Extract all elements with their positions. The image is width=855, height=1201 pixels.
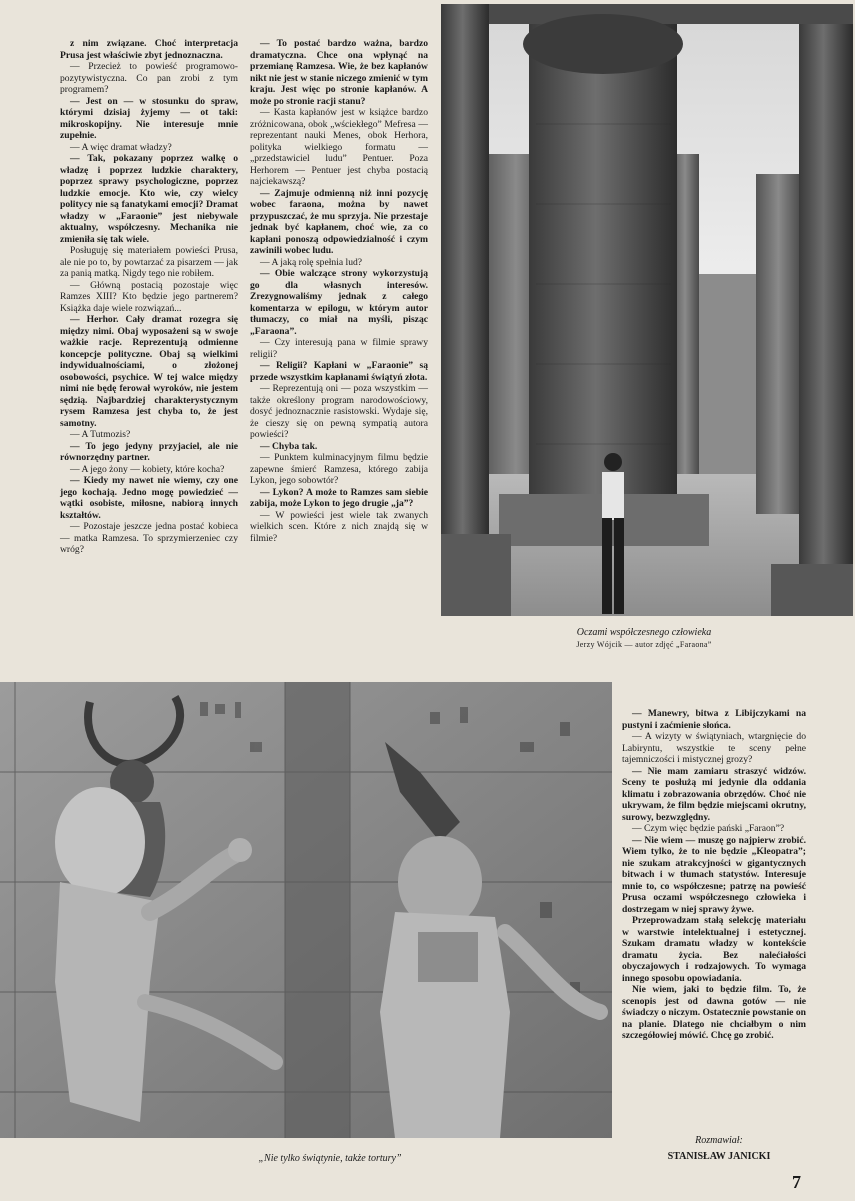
- article-paragraph: — Punktem kulminacyjnym filmu będzie zapewne śmierć Ramzesa, którego zabija Lykon, jego sobowtór?: [250, 452, 428, 486]
- article-paragraph: — W powieści jest wiele tak zwanych wielkich scen. Które z nich znajdą się w filmie?: [250, 509, 428, 544]
- article-paragraph: — Obie walczące strony wykorzystują go dla własnych interesów. Zrezygnowaliśmy jednak z całego komentarza w epilogu, w którym autor tłumaczy, co miał na myśli, pisząc „Faraona”.: [250, 268, 428, 337]
- photo-relief-carvings: [0, 682, 612, 1138]
- article-paragraph: — Kiedy my nawet nie wiemy, czy one jego kochają. Jedno mogę powiedzieć — wątki osobiste, miłosne, nabiorą innych kształtów.: [60, 475, 238, 521]
- article-paragraph: — Tak, pokazany poprzez walkę o władzę i poprzez ludzkie charaktery, poprzez sprawy psychologiczne, poprzez ludzkie emocje. Kto wie, czy wielcy politycy nie są fanatykami emocji? Dramat władzy w „Faraonie” jest niebywale aktualny, współczesny. Mechanika nie zmieniła się tak wiele.: [60, 153, 238, 245]
- article-paragraph: Posługuję się materiałem powieści Prusa, ale nie po to, by powtarzać za pisarzem — jak za panią matką. Nigdy tego nie robiłem.: [60, 245, 238, 279]
- article-paragraph: — To jego jedyny przyjaciel, ale nie równorzędny partner.: [60, 440, 238, 463]
- article-paragraph: — Zajmuje odmienną niż inni pozycję wobec faraona, można by nawet przypuszczać, że mu sprzyja. Nie przestaje jednak być kapłanem, choć wie, za co kapłani ponoszą odpowiedzialność i czym zawinili wobec ludu.: [250, 187, 428, 256]
- article-paragraph: — Jest on — w stosunku do spraw, którymi dzisiaj żyjemy — ot taki: mikroskopijny. Nie interesuje mnie zupełnie.: [60, 95, 238, 141]
- article-paragraph: — Pozostaje jeszcze jedna postać kobieca — matka Ramzesa. To sprzymierzeniec czy wróg?: [60, 521, 238, 555]
- article-paragraph: — Herhor. Cały dramat rozegra się między nimi. Obaj wyposażeni są w swoje ważkie racje. Reprezentują odmienne koncepcje polityczne. Obaj są wielkimi indywidualnościami, o złożonej osobowości, psychice. W tej walce między nimi nie będę ferował wyroków, nie jestem sędzią. Najbardziej charakterystycznym rysem Ramzesa jest chyba to, że jest samotny.: [60, 314, 238, 429]
- article-paragraph: — Chyba tak.: [260, 440, 318, 452]
- article-paragraph: Nie wiem, jaki to będzie film. To, że scenopis jest od dawna gotów — nie świadczy o niczym. Ostatecznie powstanie on na planie. Dlatego nie chciałbym o nim szczegółowiej mówić. Chcę go zrobić.: [622, 984, 806, 1041]
- article-paragraph: — Czy interesują pana w filmie sprawy religii?: [250, 337, 428, 360]
- article-column-right: [622, 708, 806, 1042]
- photo-temple-columns: [441, 4, 853, 616]
- article-paragraph: — To postać bardzo ważna, bardzo dramatyczna. Chce ona wpłynąć na przemianę Ramzesa. Wie, że bez kapłanów nikt nie jest w stanie niczego zmienić w tym kraju. Jest więc po stronie kapłanów. A może po stronie racji stanu?: [250, 38, 428, 107]
- article-paragraph: — Główną postacią pozostaje więc Ramzes XIII? Kto będzie jego partnerem? Książka daje wiele rozwiązań...: [60, 279, 238, 314]
- photo-caption-top: [500, 627, 788, 651]
- caption-credit: Jerzy Wójcik — autor zdjęć „Faraona”: [576, 640, 712, 649]
- article-paragraph: — Manewry, bitwa z Libijczykami na pustyni i zaćmienie słońca.: [622, 708, 806, 731]
- signature-author: STANISŁAW JANICKI: [667, 1151, 771, 1162]
- article-paragraph: — Lykon? A może to Ramzes sam siebie zabija, może Lykon to jego drugie „ja”?: [250, 486, 428, 509]
- article-column-middle: [250, 38, 428, 544]
- article-paragraph: z nim związane. Choć interpretacja Prusa jest właściwie zbyt jednoznaczna.: [60, 38, 238, 61]
- signature-label: Rozmawiał:: [695, 1135, 743, 1146]
- article-paragraph: — Nie wiem — muszę go najpierw zrobić. Wiem tylko, że to nie będzie „Kleopatra”; nie szukam atrakcyjności w gigantycznych bitwach i w tłumach statystów. Interesuje mnie to, co współczesne; patrzę na powieść Prusa oczami współczesnego człowieka i dostrzegam w niej sprawy żywe.: [622, 834, 806, 915]
- article-paragraph: — A wizyty w świątyniach, wtargnięcie do Labiryntu, wszystkie te sceny pełne tajemniczości i mistycznej grozy?: [622, 731, 806, 765]
- article-paragraph: — Reprezentują oni — poza wszystkim — także określony program narodowościowy, dosyć jednoznacznie rasistowski. Wydaje się, że cieszy się on pewną sympatią autora powieści?: [250, 383, 428, 440]
- caption-title: Oczami współczesnego człowieka: [576, 627, 712, 638]
- article-paragraph: — A jaką rolę spełnia lud?: [260, 256, 363, 268]
- article-paragraph: — Nie mam zamiaru straszyć widzów. Sceny te posłużą mi jedynie dla oddania klimatu i zobrazowania obrzędów. Choć nie ukrywam, że film będzie miejscami okrutny, surowy, bezwzględny.: [622, 765, 806, 823]
- article-column-left: [60, 38, 238, 556]
- page-number: 7: [792, 1172, 801, 1192]
- article-paragraph: — Religii? Kapłani w „Faraonie” są przede wszystkim kapłanami świątyń złota.: [250, 360, 428, 383]
- article-paragraph: — Czym więc będzie pański „Faraon”?: [632, 823, 785, 834]
- article-paragraph: — A Tutmozis?: [70, 429, 131, 440]
- article-paragraph: — Przecież to powieść programowo-pozytywistyczna. Co pan zrobi z tym programem?: [60, 61, 238, 95]
- article-paragraph: — A więc dramat władzy?: [70, 141, 172, 153]
- article-paragraph: Przeprowadzam stałą selekcję materiału w warstwie intelektualnej i estetycznej. Szukam dramatu władzy w kontekście dramatu życia. Bez nalećiałości obyczajowych i rodzajowych. To wymaga innego sposobu opowiadania.: [622, 915, 806, 984]
- author-signature: [630, 1133, 808, 1165]
- photo-caption-bottom: „Nie tylko świątynie, także tortury”: [258, 1153, 402, 1164]
- article-paragraph: — A jego żony — kobiety, które kocha?: [70, 463, 225, 475]
- article-paragraph: — Kasta kapłanów jest w książce bardzo zróżnicowana, obok „wściekłego” Mefresa — reprezentant nauki Menes, obok Herhora, polityka wielkiego formatu — „przedstawiciel ludu” Pentuer. Poza Herhorem — Pentuer jest chyba postacią najciekawszą?: [250, 107, 428, 187]
